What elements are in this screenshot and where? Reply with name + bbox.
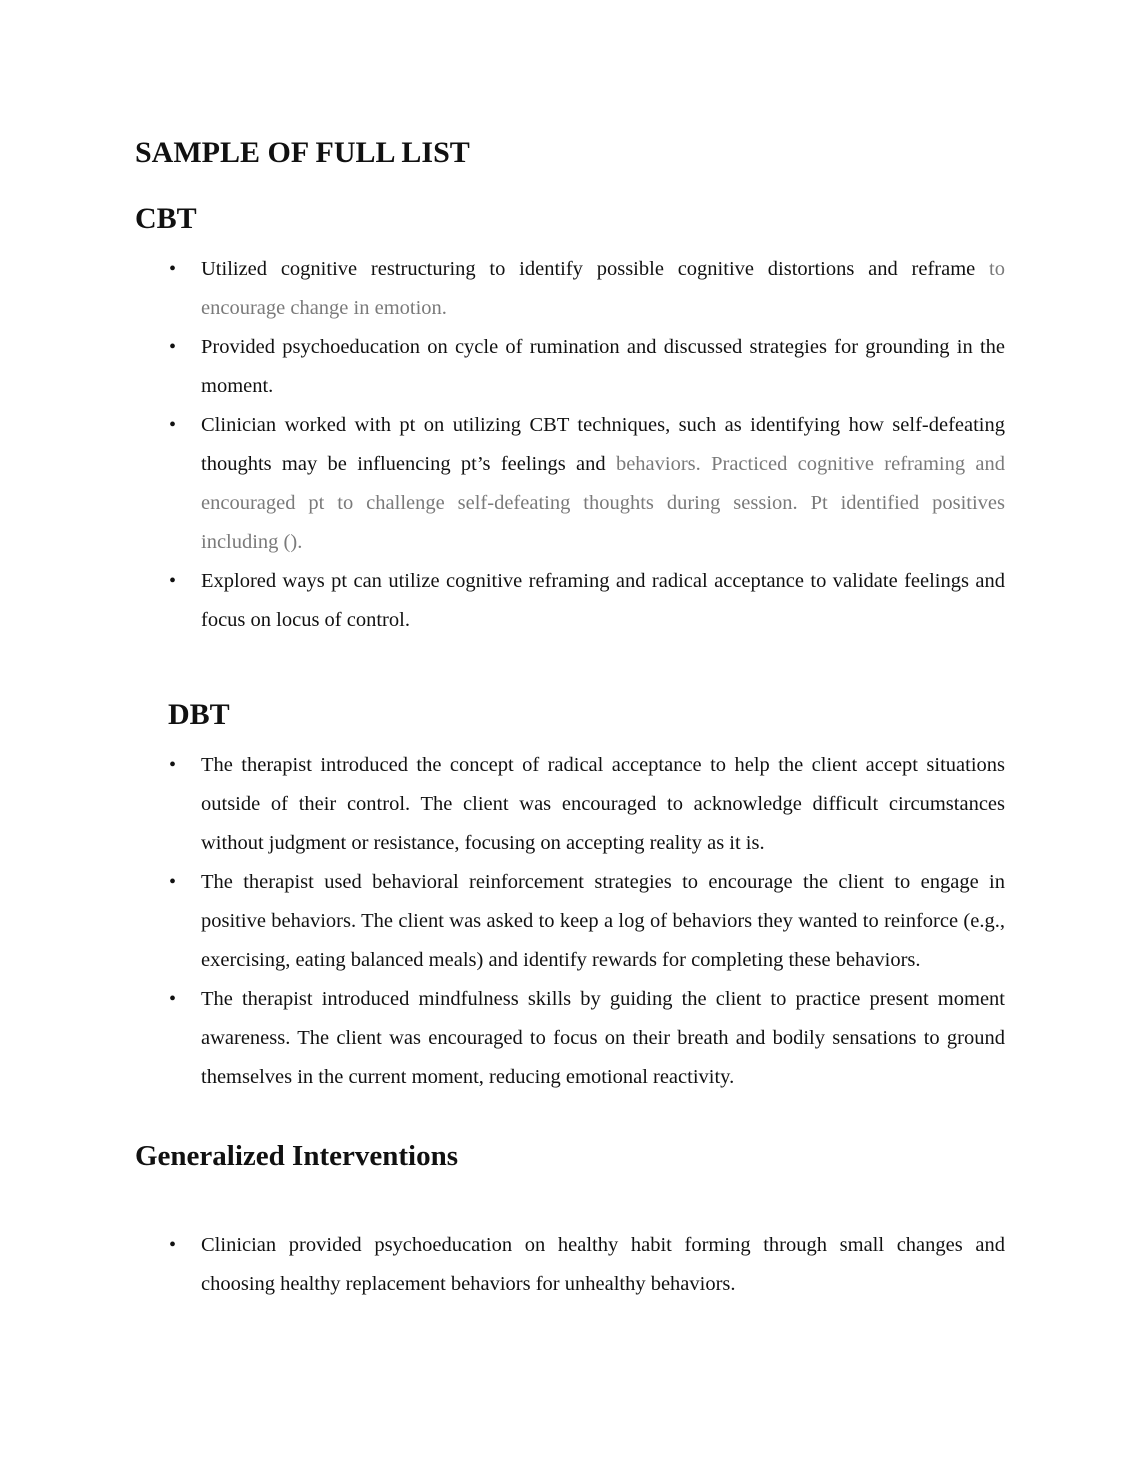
section-heading-generalized: Generalized Interventions <box>135 1140 458 1172</box>
generalized-list <box>201 1226 1005 1304</box>
document-title: SAMPLE OF FULL LIST <box>135 136 470 169</box>
list-item <box>201 980 1005 1097</box>
item-text: The therapist introduced mindfulness skills by guiding the client to practice present moment awareness. The client was encouraged to focus on their breath and bodily sensations to ground themselves in the current moment, reducing emotional reactivity. <box>201 988 1005 1088</box>
list-item <box>201 1226 1005 1304</box>
item-text-gray: to encourage change in emotion. <box>201 258 1005 319</box>
item-text: Provided psychoeducation on cycle of rumination and discussed strategies for grounding in the moment. <box>201 336 1005 397</box>
cbt-list <box>201 250 1005 640</box>
item-text: Clinician worked with pt on utilizing CBT techniques, such as identifying how self-defeating thoughts may be influencing pt’s feelings and <box>201 414 1005 475</box>
list-item <box>201 562 1005 640</box>
list-item <box>201 250 1005 328</box>
dbt-list <box>201 746 1005 1097</box>
item-text: The therapist used behavioral reinforcement strategies to encourage the client to engage in positive behaviors. The client was asked to keep a log of behaviors they wanted to reinforce (e.g., exercising, eating balanced meals) and identify rewards for completing these behaviors. <box>201 871 1005 971</box>
item-text: Clinician provided psychoeducation on healthy habit forming through small changes and choosing healthy replacement behaviors for unhealthy behaviors. <box>201 1234 1005 1295</box>
list-item <box>201 328 1005 406</box>
item-text: The therapist introduced the concept of radical acceptance to help the client accept situations outside of their control. The client was encouraged to acknowledge difficult circumstances without judgment or resistance, focusing on accepting reality as it is. <box>201 754 1005 854</box>
section-heading-cbt: CBT <box>135 202 197 235</box>
item-text: Explored ways pt can utilize cognitive reframing and radical acceptance to validate feelings and focus on locus of control. <box>201 570 1005 631</box>
section-heading-dbt: DBT <box>168 698 230 731</box>
list-item <box>201 746 1005 863</box>
item-text-gray: behaviors. Practiced cognitive reframing and encouraged pt to challenge self-defeating thoughts during session. Pt identified positives including (). <box>201 453 1006 553</box>
item-text: Utilized cognitive restructuring to identify possible cognitive distortions and reframe <box>201 258 990 280</box>
list-item <box>201 863 1005 980</box>
list-item <box>201 406 1005 562</box>
